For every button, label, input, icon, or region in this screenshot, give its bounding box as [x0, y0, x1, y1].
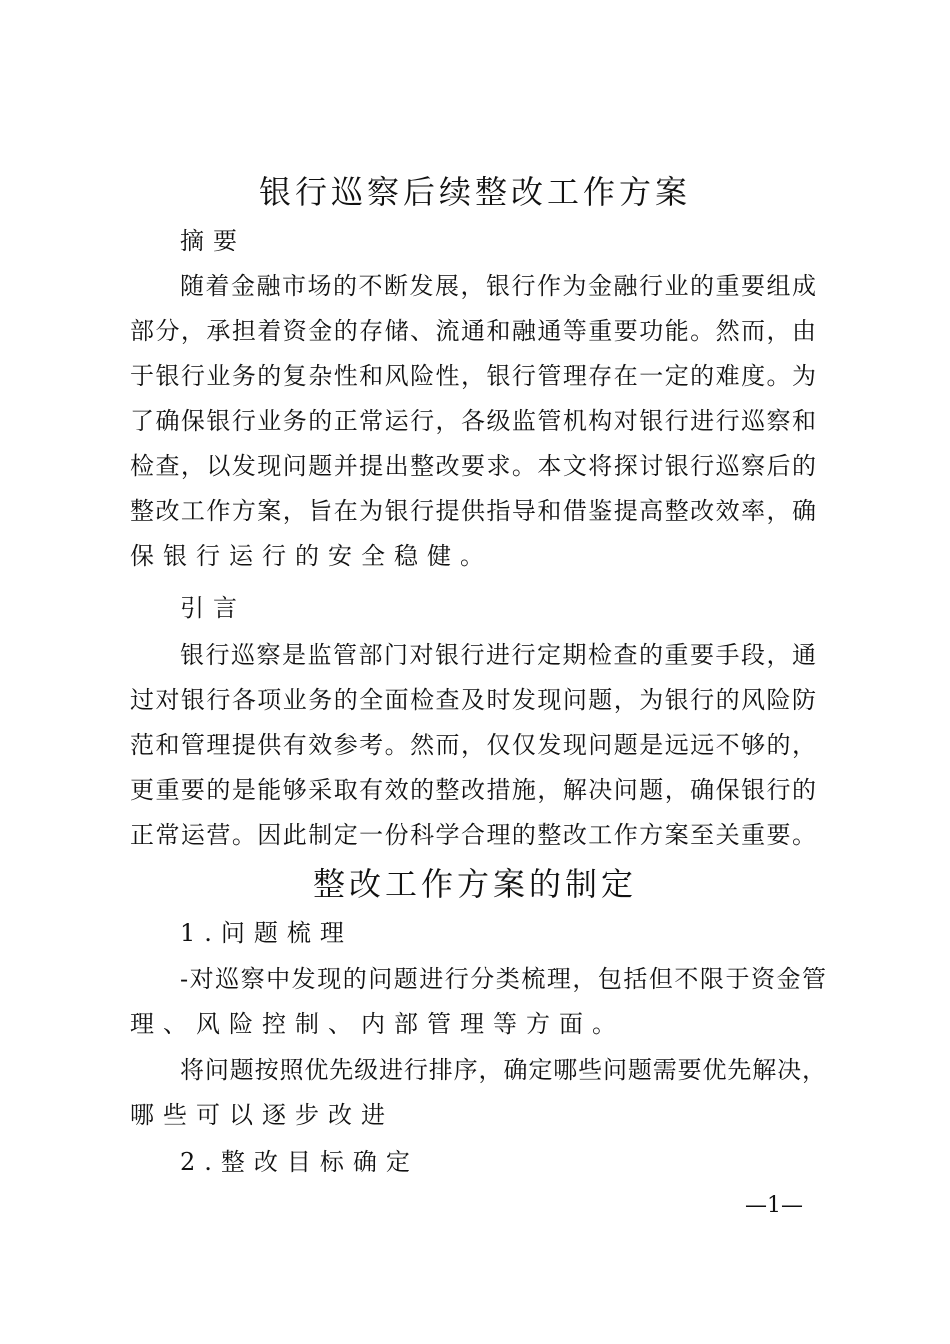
intro-line: 正常运营。因此制定一份科学合理的整改工作方案至关重要。	[130, 821, 816, 849]
abstract-line: 整改工作方案，旨在为银行提供指导和借鉴提高整改效率，确	[130, 497, 816, 525]
item1-line: 哪些可以逐步改进	[130, 1101, 394, 1129]
abstract-line: 了确保银行业务的正常运行，各级监管机构对银行进行巡察和	[130, 407, 816, 435]
item1-line: 将问题按照优先级进行排序，确定哪些问题需要优先解决，	[180, 1056, 826, 1084]
intro-line: 范和管理提供有效参考。然而，仅仅发现问题是远远不够的，	[130, 731, 816, 759]
abstract-line: 检查，以发现问题并提出整改要求。本文将探讨银行巡察后的	[130, 452, 816, 480]
abstract-line: 部分，承担着资金的存储、流通和融通等重要功能。然而，由	[130, 317, 816, 345]
page-number: —1—	[745, 1193, 803, 1218]
section-heading: 整改工作方案的制定	[312, 865, 637, 903]
intro-line: 银行巡察是监管部门对银行进行定期检查的重要手段，通	[180, 641, 816, 669]
abstract-line: 保银行运行的安全稳健。	[130, 542, 493, 570]
intro-line: 过对银行各项业务的全面检查及时发现问题，为银行的风险防	[130, 686, 816, 714]
intro-line: 更重要的是能够采取有效的整改措施，解决问题，确保银行的	[130, 776, 816, 804]
item1-line: -对巡察中发现的问题进行分类梳理，包括但不限于资金管	[180, 965, 826, 993]
intro-heading: 引言	[180, 594, 246, 622]
item2-heading: 2.整改目标确定	[180, 1148, 419, 1176]
item1-line: 理、风险控制、内部管理等方面。	[130, 1010, 625, 1038]
abstract-line: 于银行业务的复杂性和风险性，银行管理存在一定的难度。为	[130, 362, 816, 390]
document-title: 银行巡察后续整改工作方案	[258, 173, 691, 211]
abstract-line: 随着金融市场的不断发展，银行作为金融行业的重要组成	[180, 272, 816, 300]
abstract-heading: 摘要	[180, 227, 246, 255]
item1-heading: 1.问题梳理	[180, 919, 353, 947]
